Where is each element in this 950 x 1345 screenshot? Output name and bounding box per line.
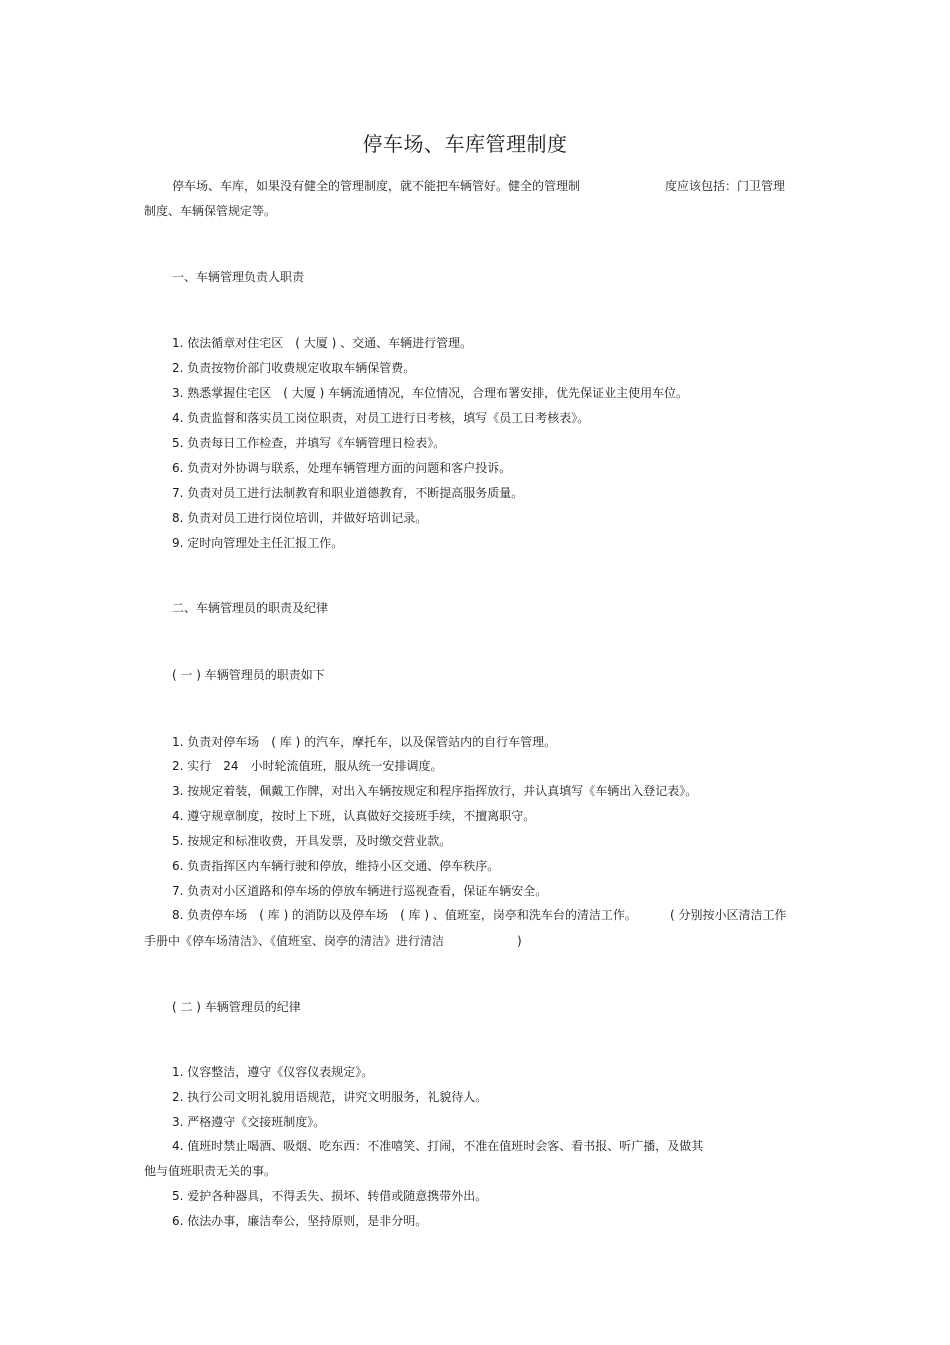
subsection-1-item: 1. 负责对停车场 ( 库 ) 的汽车，摩托车，以及保管站内的自行车管理。 [172,735,557,749]
page-title: 停车场、车库管理制度 [362,132,568,156]
section-1-heading: 一、车辆管理负责人职责 [172,270,305,284]
intro-line-1b: 度应该包括：门卫管理 [665,179,786,193]
section-1-item: 7. 负责对员工进行法制教育和职业道德教育，不断提高服务质量。 [172,486,524,500]
subsection-2-item: 1. 仪容整洁，遵守《仪容仪表规定》。 [172,1065,374,1079]
section-1-item: 1. 依法循章对住宅区 ( 大厦 ) 、交通、车辆进行管理。 [172,336,473,350]
section-1-item: 2. 负责按物价部门收费规定收取车辆保管费。 [172,361,416,375]
subsection-2-item: 6. 依法办事，廉洁奉公，坚持原则，是非分明。 [172,1214,428,1228]
subsection-1-item-8d: ) [517,934,522,948]
intro-line-2: 制度、车辆保管规定等。 [144,204,277,218]
subsection-1-item: 2. 实行 24 小时轮流值班，服从统一安排调度。 [172,759,443,773]
subsection-1-item: 5. 按规定和标准收费，开具发票，及时缴交营业款。 [172,834,452,848]
subsection-1-item: 7. 负责对小区道路和停车场的停放车辆进行巡视查看，保证车辆安全。 [172,884,548,898]
subsection-2-item-4b: 他与值班职责无关的事。 [144,1164,277,1178]
subsection-1-heading: ( 一 ) 车辆管理员的职责如下 [172,668,325,682]
section-1-item: 8. 负责对员工进行岗位培训，并做好培训记录。 [172,511,428,525]
subsection-1-item: 4. 遵守规章制度，按时上下班，认真做好交接班手续，不擅离职守。 [172,809,536,823]
subsection-2-item: 5. 爱护各种器具，不得丢失、损坏、转借或随意携带外出。 [172,1189,488,1203]
subsection-1-item-8b: ( 分别按小区清洁工作 [670,908,787,922]
subsection-1-item: 6. 负责指挥区内车辆行驶和停放，维持小区交通、停车秩序。 [172,859,500,873]
section-1-item: 9. 定时向管理处主任汇报工作。 [172,536,344,550]
subsection-2-item-4a: 4. 值班时禁止喝酒、吸烟、吃东西：不准嘻笑、打闹，不准在值班时会客、看书报、听广播，及做其 [172,1139,704,1153]
subsection-2-item: 3. 严格遵守《交接班制度》。 [172,1115,326,1129]
section-1-item: 6. 负责对外协调与联系，处理车辆管理方面的问题和客户投诉。 [172,461,512,475]
intro-line-1a: 停车场、车库，如果没有健全的管理制度，就不能把车辆管好。健全的管理制 [172,179,581,193]
subsection-1-item: 3. 按规定着装，佩戴工作牌，对出入车辆按规定和程序指挥放行，并认真填写《车辆出入登记表》。 [172,784,698,798]
section-1-item: 3. 熟悉掌握住宅区 ( 大厦 ) 车辆流通情况，车位情况，合理布署安排，优先保证业主使用车位。 [172,386,689,400]
subsection-1-item-8a: 8. 负责停车场 ( 库 ) 的消防以及停车场 ( 库 ) 、值班室，岗亭和洗车台的清洁工作。 [172,908,637,922]
subsection-2-heading: ( 二 ) 车辆管理员的纪律 [172,1000,301,1014]
section-2-heading: 二、车辆管理员的职责及纪律 [172,601,329,615]
subsection-2-item: 2. 执行公司文明礼貌用语规范，讲究文明服务，礼貌待人。 [172,1090,488,1104]
section-1-item: 5. 负责每日工作检查，并填写《车辆管理日检表》。 [172,436,446,450]
section-1-item: 4. 负责监督和落实员工岗位职责，对员工进行日考核，填写《员工日考核表》。 [172,411,590,425]
subsection-1-item-8c: 手册中《停车场清洁》、《值班室、岗亭的清洁》进行清洁 [144,934,445,948]
